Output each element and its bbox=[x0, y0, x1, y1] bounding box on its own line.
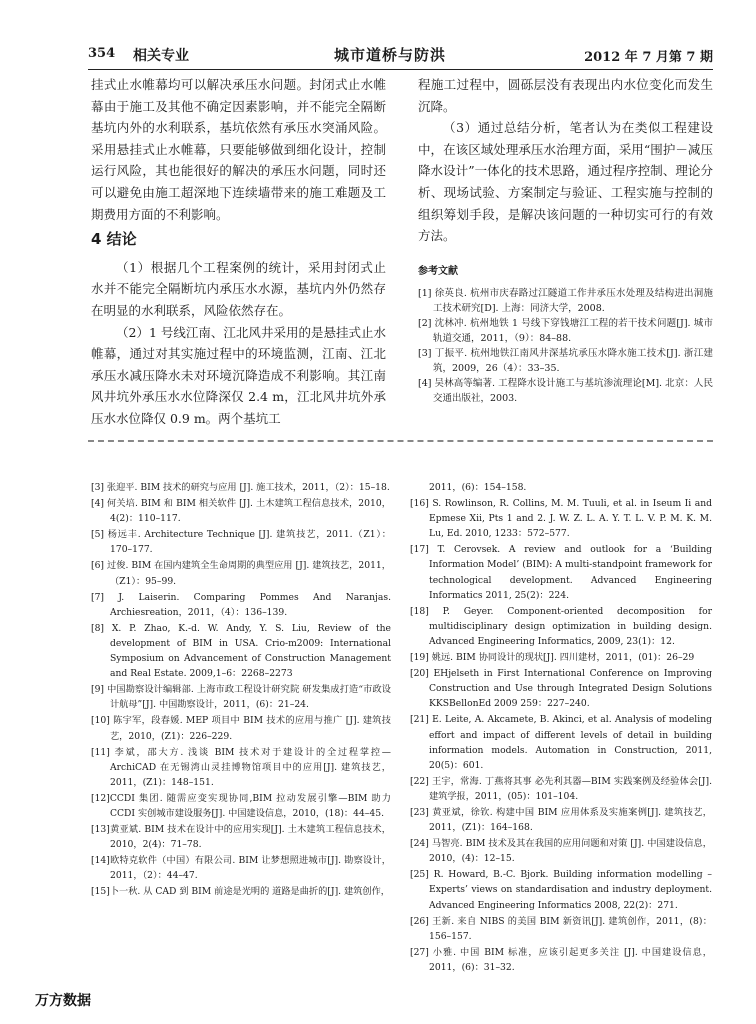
reference-item: [22] 王宇，常海. 丁燕将其事 必先利其器—BIM 实践案例及经验体会[J]. 建筑学报，2011，(05)：101–104. bbox=[410, 775, 712, 802]
reference-item: [16] S. Rowlinson, R. Collins, M. M. Tuuli, et al. in Iseum Ii and Epmese Xii, Pts 1 and 2. J. W. Z. L. A. Y. T. L. V. P. M. K. M. Lu, Ed. 2010, 1233：572–577. bbox=[410, 498, 712, 540]
reference-item: [20] EHjelseth in First International Conference on Improving Construction and Use through Integrated Design Solutions KKSBellonEd 2009 259：227–240. bbox=[410, 668, 712, 710]
bottom-left-references bbox=[91, 480, 391, 901]
reference-item: [25] R. Howard, B.-C. Bjork. Building information modelling – Experts’ views on standardisation and industry deployment. Advanced Engineering Informatics 2008, 22(2)：271. bbox=[410, 869, 712, 911]
reference-item: [23] 黄亚斌，徐钦. 构建中国 BIM 应用体系及实施案例[J]. 建筑技艺，2011，(Z1)：164–168. bbox=[410, 806, 712, 834]
reference-item: [24] 马智亮. BIM 技术及其在我国的应用问题和对策 [J]. 中国建设信息，2010，(4)：12–15. bbox=[410, 838, 712, 865]
bottom-right-references bbox=[410, 480, 712, 976]
reference-item: [3] 张迎平. BIM 技术的研究与应用 [J]. 施工技术，2011，（2）：15–18. bbox=[91, 482, 390, 493]
body-paragraph: （1）根据几个工程案例的统计，采用封闭式止水并不能完全隔断坑内承压水水源，基坑内外仍然存在明显的水利联系，风险依然存在。 bbox=[91, 259, 386, 318]
reference-item: [5] 杨远丰. Architecture Technique [J]. 建筑技艺，2011.（Z1）：170–177. bbox=[91, 529, 391, 556]
reference-item: [14]欧特克软件（中国）有限公司. BIM 让梦想照进城市[J]. 勘察设计，2011，（2）：44–47. bbox=[91, 855, 391, 882]
reference-item: [9] 中国勘察设计编辑部. 上海市政工程设计研究院 研发集成打造“市政设计航母”[J]. 中国勘察设计，2011，(6)：21–24. bbox=[91, 684, 391, 711]
reference-item: [3] 丁振平. 杭州地铁江南风井深基坑承压水降水施工技术[J]. 浙江建筑，2009，26（4）：33–35. bbox=[418, 348, 713, 375]
reference-item: [12]CCDI 集团. 随需应变实现协同,BIM 拉动发展引擎—BIM 助力CCDI 实创城市建设服务[J]. 中国建设信息，2010，(18)：44–45. bbox=[91, 792, 391, 819]
journal-title: 城市道桥与防洪 bbox=[334, 46, 447, 64]
references-list bbox=[418, 286, 713, 406]
section-heading: 4 结论 bbox=[91, 230, 137, 249]
reference-item: [4] 何关培. BIM 和 BIM 相关软件 [J]. 土木建筑工程信息技术，2010，4(2)：110–117. bbox=[91, 498, 391, 525]
reference-item: [2] 沈林冲. 杭州地铁 1 号线下穿钱塘江工程的若干技术问题[J]. 城市轨道交通，2011，（9）：84–88. bbox=[418, 318, 713, 345]
reference-item: [17] T. Cerovsek. A review and outlook for a ‘Building Information Model’ (BIM): A multi-standpoint framework for technological development. Advanced Engineering Informatics 2011, 25(2)：224. bbox=[410, 544, 712, 601]
right-column bbox=[418, 74, 713, 406]
page-number: 354 bbox=[88, 46, 116, 61]
reference-item: [18] P. Geyer. Component-oriented decomposition for multidisciplinary design optimization in building design. Advanced Engineering Informatics, 2009, 23(1)：12. bbox=[410, 605, 712, 647]
footer-brand: 万方数据 bbox=[35, 993, 91, 1009]
reference-continuation: 2011，(6)：154–158. bbox=[429, 482, 527, 493]
reference-item: [15]卜一秋. 从 CAD 到 BIM 前途是光明的 道路是曲折的[J]. 建筑创作， bbox=[91, 886, 390, 898]
section-divider bbox=[88, 440, 713, 442]
reference-item: [11] 李斌，邵大方. 浅谈 BIM 技术对于建设计的全过程掌控—ArchiCAD 在无锡湾山灵挂博物馆项目中的应用[J]. 建筑技艺，2011，(Z1)：148–151. bbox=[91, 746, 391, 788]
reference-item: [6] 过俊. BIM 在国内建筑全生命周期的典型应用 [J]. 建筑技艺，2011，（Z1）：95–99. bbox=[91, 560, 391, 587]
page-header bbox=[88, 44, 713, 68]
reference-item: [10] 陈宇军，段春媛. MEP 项目中 BIM 技术的应用与推广 [J]. 建筑技艺，2010，(Z1)：226–229. bbox=[91, 715, 391, 742]
reference-item: [7] J. Laiserin. Comparing Pommes And Naranjas. Archiesreation，2011，（4）：136–139. bbox=[91, 591, 391, 618]
body-paragraph: （2）1 号线江南、江北风井采用的是悬挂式止水帷幕，通过对其实施过程中的环境监测，江南、江北承压水减压降水未对环境沉降造成不利影响。其江南风井坑外承压水水位降深仅 2.4 m，江北风井坑外承压水水位降仅 0.9 m。两个基坑工 bbox=[91, 324, 386, 426]
reference-item: [19] 姚远. BIM 协同设计的现状[J]. 四川建材，2011，(01)：26–29 bbox=[410, 652, 695, 664]
left-column bbox=[91, 74, 386, 430]
section-label: 相关专业 bbox=[133, 48, 189, 64]
header-divider bbox=[88, 69, 713, 70]
issue-info: 2012 年 7 月第 7 期 bbox=[584, 50, 713, 65]
reference-item: [27] 小雅. 中国 BIM 标准，应该引起更多关注 [J]. 中国建设信息，2011，(6)：31–32. bbox=[410, 946, 712, 973]
reference-item: [13]黄亚斌. BIM 技术在设计中的应用实现[J]. 土木建筑工程信息技术，2010，2(4)：71–78. bbox=[91, 824, 391, 851]
body-paragraph: 程施工过程中，圆砾层没有表现出内水位变化而发生沉降。 bbox=[418, 77, 713, 114]
reference-item: [21] E. Leite, A. Akcamete, B. Akinci, et al. Analysis of modeling effort and impact of different levels of detail in building information models. Automation in Construction, 2011, 20(5)：601. bbox=[410, 714, 712, 771]
body-paragraph: （3）通过总结分析，笔者认为在类似工程建设中，在该区域处理承压水治理方面，采用“围护－减压降水设计”一体化的技术思路，通过程序控制、理论分析、现场试验、方案制定与验证、工程实施与控制的组织筹划手段，是解决该问题的一种切实可行的有效方法。 bbox=[418, 120, 713, 244]
reference-item: [1] 徐英良. 杭州市庆春路过江隧道工作井承压水处理及结构进出洞施工技术研究[D]. 上海：同济大学，2008. bbox=[418, 288, 713, 315]
references-title: 参考文献 bbox=[418, 265, 458, 277]
reference-item: [8] X. P. Zhao, K.-d. W. Andy, Y. S. Liu, Review of the development of BIM in USA. Crio-m2009: International Symposium on Advancement of Construction Management and Real Estate. 2009,1–6：2268–2273 bbox=[91, 622, 391, 680]
reference-item: [26] 王新. 来自 NIBS 的美国 BIM 新资讯[J]. 建筑创作，2011，(8)：156–157. bbox=[410, 915, 712, 942]
body-paragraph: 挂式止水帷幕均可以解决承压水问题。封闭式止水帷幕由于施工及其他不确定因素影响，并不能完全隔断基坑内外的水利联系，基坑依然有承压水突涌风险。采用悬挂式止水帷幕，只要能够做到细化设计，控制运行风险，其也能很好的解决的承压水问题，同时还可以避免由施工超深地下连续墙带来的施工难题及工期费用方面的不利影响。 bbox=[91, 77, 386, 222]
reference-item: [4] 吴林高等编著. 工程降水设计施工与基坑渗流理论[M]. 北京：人民交通出版社，2003. bbox=[418, 378, 713, 405]
